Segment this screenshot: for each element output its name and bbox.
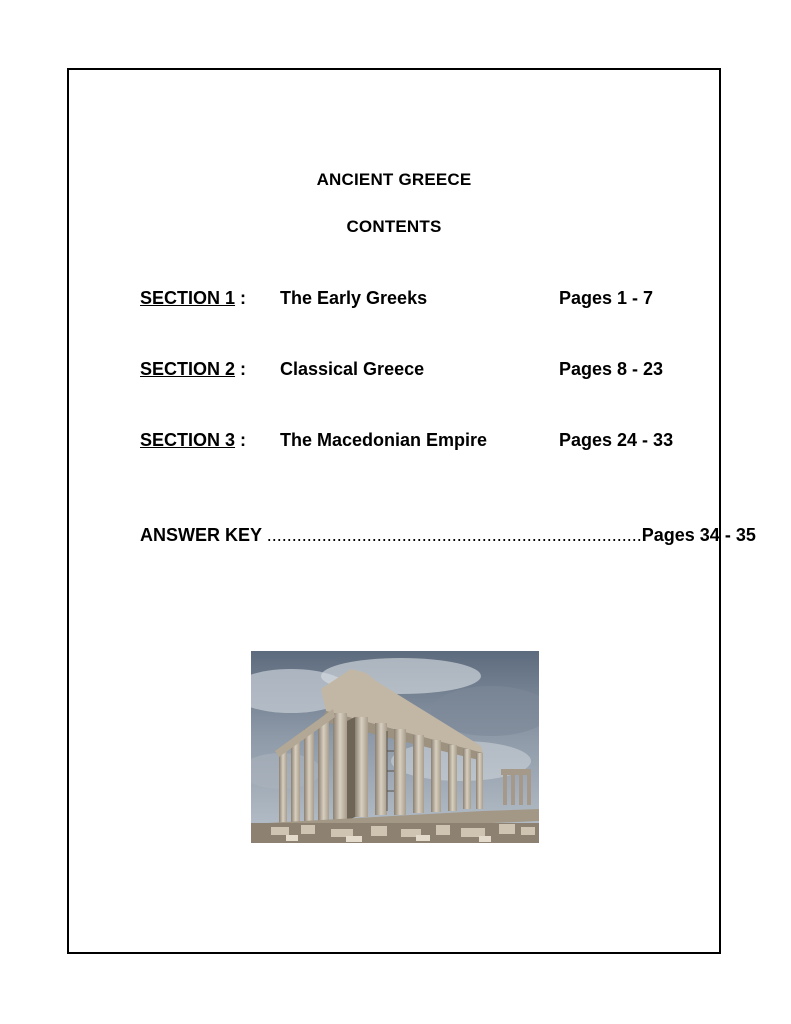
- section-topic: Classical Greece: [280, 359, 425, 379]
- answer-key-pages: Pages 34 - 35: [641, 525, 756, 545]
- contents-heading: CONTENTS: [346, 217, 442, 236]
- section-topic: The Macedonian Empire: [280, 430, 488, 450]
- section-label: SECTION 2 :: [140, 359, 247, 379]
- section-pages: Pages 8 - 23: [559, 359, 664, 379]
- section-label: SECTION 1 :: [140, 288, 247, 308]
- section-pages: Pages 24 - 33: [559, 430, 674, 450]
- page-frame: [67, 68, 756, 954]
- parthenon-image: [251, 651, 539, 843]
- section-topic: The Early Greeks: [280, 288, 428, 308]
- answer-key-row: [140, 525, 756, 546]
- leader-dots: ...........................................................................: [266, 525, 642, 545]
- answer-key-label: ANSWER KEY: [140, 525, 267, 545]
- parthenon-photo: [251, 651, 539, 843]
- document-title: ANCIENT GREECE: [316, 170, 472, 189]
- section-label: SECTION 3 :: [140, 430, 247, 450]
- section-pages: Pages 1 - 7: [559, 288, 654, 308]
